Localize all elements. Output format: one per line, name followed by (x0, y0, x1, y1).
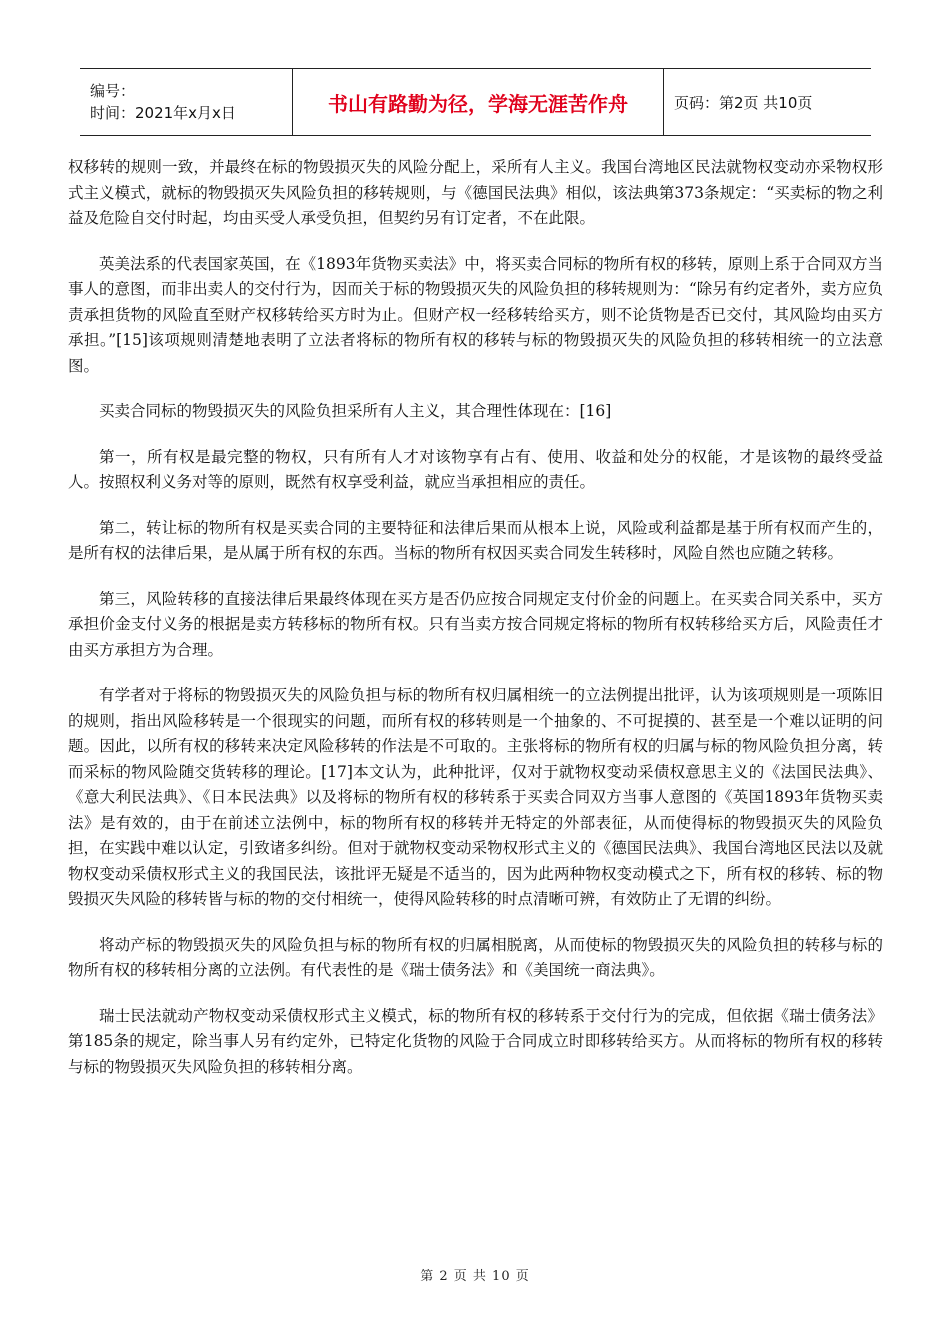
body-paragraph: 有学者对于将标的物毁损灭失的风险负担与标的物所有权归属相统一的立法例提出批评，认为该项规则是一项陈旧的规则，指出风险移转是一个很现实的问题，而所有权的移转则是一个抽象的、不可捉摸的、甚至是一个难以证明的问题。因此，以所有权的移转来决定风险移转的作法是不可取的。主张将标的物所有权的归属与标的物风险负担分离，转而采标的物风险随交货转移的理论。[17]本文认为，此种批评，仅对于就物权变动采债权意思主义的《法国民法典》、《意大利民法典》、《日本民法典》以及将标的物所有权的移转系于买卖合同双方当事人意图的《英国1893年货物买卖法》是有效的，由于在前述立法例中，标的物所有权的移转并无特定的外部表征，从而使得标的物毁损灭失的风险负担，在实践中难以认定，引致诸多纠纷。但对于就物权变动采物权形式主义的《德国民法典》、我国台湾地区民法以及就物权变动采债权形式主义的我国民法，该批评无疑是不适当的，因为此两种物权变动模式之下，所有权的移转、标的物毁损灭失风险的移转皆与标的物的交付相统一，使得风险转移的时点清晰可辨，有效防止了无谓的纠纷。 (68, 686, 883, 908)
body-paragraph: 权移转的规则一致，并最终在标的物毁损灭失的风险分配上，采所有人主义。我国台湾地区民法就物权变动亦采物权形式主义模式，就标的物毁损灭失风险负担的移转规则，与《德国民法典》相似，该法典第373条规定：“买卖标的物之利益及危险自交付时起，均由买受人承受负担，但契约另有订定者，不在此限。 (68, 158, 883, 227)
document-number-label: 编号： (90, 82, 136, 100)
body-paragraph: 买卖合同标的物毁损灭失的风险负担采所有人主义，其合理性体现在：[16] (99, 402, 612, 420)
body-paragraph: 第三，风险转移的直接法律后果最终体现在买方是否仍应按合同规定支付价金的问题上。在买卖合同关系中，买方承担价金支付义务的根据是卖方转移标的物所有权。只有当卖方按合同规定将标的物所有权转移给买方后，风险责任才由买方承担方为合理。 (68, 589, 883, 659)
body-paragraph: 瑞士民法就动产物权变动采债权形式主义模式，标的物所有权的移转系于交付行为的完成，但依据《瑞士债务法》第185条的规定，除当事人另有约定外，已特定化货物的风险于合同成立时即移转给买方。从而将标的物所有权的移转与标的物毁损灭失风险负担的移转相分离。 (68, 1006, 883, 1076)
body-paragraph: 英美法系的代表国家英国，在《1893年货物买卖法》中，将买卖合同标的物所有权的移转，原则上系于合同双方当事人的意图，而非出卖人的交付行为，因而关于标的物毁损灭失的风险负担的移转规则为：“除另有约定者外，卖方应负责承担货物的风险直至财产权移转给买方时为止。但财产权一经移转给买方，则不论货物是否已交付，其风险均由买方承担。”[15]该项规则清楚地表明了立法者将标的物所有权的移转与标的物毁损灭失的风险负担的移转相统一的立法意图。 (68, 254, 883, 375)
body-paragraph: 将动产标的物毁损灭失的风险负担与标的物所有权的归属相脱离，从而使标的物毁损灭失的风险负担的转移与标的物所有权的移转相分离的立法例。有代表性的是《瑞士债务法》和《美国统一商法典》。 (68, 935, 883, 979)
page-footer: 第 2 页 共 10 页 (420, 1269, 530, 1284)
body-paragraph: 第一，所有权是最完整的物权，只有所有人才对该物享有占有、使用、收益和处分的权能，才是该物的最终受益人。按照权利义务对等的原则，既然有权享受利益，就应当承担相应的责任。 (68, 447, 883, 491)
header-page-info: 页码：第2页 共10页 (674, 93, 813, 112)
document-time-label: 时间：2021年x月x日 (90, 104, 236, 122)
header-meta (80, 69, 292, 135)
page-header (80, 68, 871, 136)
body-paragraph: 第二，转让标的物所有权是买卖合同的主要特征和法律后果而从根本上说，风险或利益都是基于所有权而产生的，是所有权的法律后果，是从属于所有权的东西。当标的物所有权因买卖合同发生转移时，风险自然也应随之转移。 (68, 518, 883, 562)
document-body (68, 155, 883, 1100)
header-motto: 书山有路勤为径，学海无涯苦作舟 (292, 69, 664, 135)
